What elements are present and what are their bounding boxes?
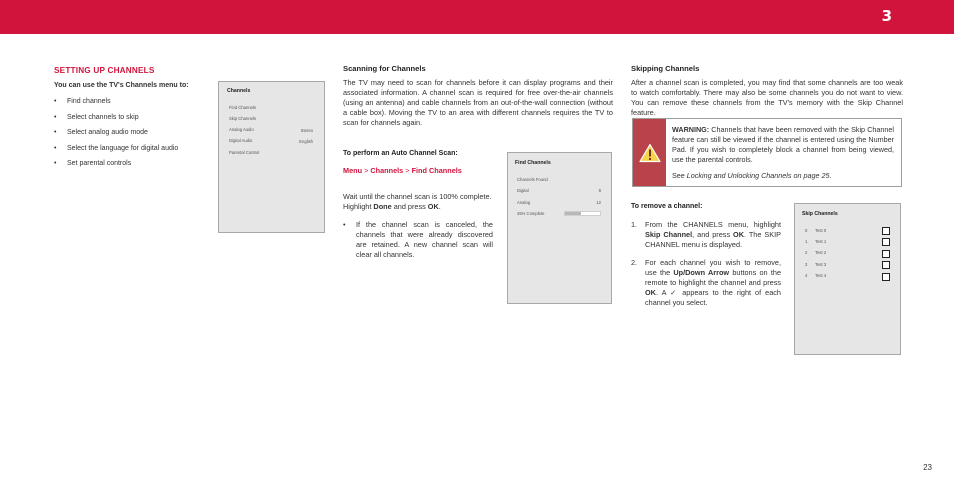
- menu-path-channels: Channels: [370, 166, 404, 175]
- menu-path-separator: >: [405, 166, 410, 175]
- scan-progress-label: 45% Complete: [517, 211, 545, 216]
- menu-item-skip-channels: Skip Channels: [229, 116, 257, 121]
- column-skipping-channels: [631, 64, 903, 118]
- auto-scan-heading: To perform an Auto Channel Scan:: [343, 150, 458, 157]
- skipping-heading: Skipping Channels: [631, 64, 700, 73]
- menu-path-menu: Menu: [343, 166, 363, 175]
- skipping-paragraph: After a channel scan is completed, you may find that some channels are too weak to watch comfortably. There may also be some channels you do not want to view. You can remove these channels from the TV's memory with the Skip Channel feature.: [631, 78, 903, 117]
- remove-channel-steps: [631, 220, 781, 308]
- scan-progress-bar: [564, 211, 601, 216]
- remove-channel-heading: To remove a channel:: [631, 203, 703, 210]
- menu-item-digital-audio: Digital Audio: [229, 138, 253, 143]
- step-item: 1. From the CHANNELS menu, highlight Skip Channel, and press OK. The SKIP CHANNEL menu is displayed.: [631, 220, 781, 249]
- column-setting-up-channels: [54, 64, 209, 175]
- list-item: • Select analog audio mode: [54, 128, 209, 138]
- skip-channel-name: Test 3: [815, 262, 827, 267]
- channels-found-label: Channels Found: [517, 177, 548, 182]
- warning-side-panel: [633, 119, 666, 186]
- skip-channel-name: Test 2: [815, 250, 827, 255]
- skip-channel-name: Test 4: [815, 273, 827, 278]
- skip-channel-name: Test 0: [815, 228, 827, 233]
- channels-menu-intro: You can use the TV's Channels menu to:: [54, 82, 189, 89]
- scan-progress-fill: [565, 212, 581, 215]
- list-item: • Select channels to skip: [54, 113, 209, 123]
- skip-checkbox: [882, 261, 890, 269]
- scanning-paragraph: The TV may need to scan for channels before it can display programs and their associated information. A channel scan is required for free over-the-air channels (using an antenna) and cable channels from an out-of-the-wall connection (without a cable box). Moving the TV to an area with different channels requires the TV to scan for channels again.: [343, 78, 613, 127]
- skip-checkbox: [882, 250, 890, 258]
- page-number: 23: [923, 463, 932, 472]
- digital-channels-label: Digital: [517, 188, 529, 193]
- skip-channel-number: 1: [805, 239, 808, 244]
- analog-channels-label: Analog: [517, 200, 531, 205]
- menu-title: Channels: [227, 88, 251, 94]
- menu-value-analog-audio: Stereo: [300, 128, 313, 133]
- warning-text: WARNING: Channels that have been removed with the Skip Channel feature can still be viewed if the channel is entered using the Number Pad. If you wish to completely block a channel from being viewed, use the parental controls.: [672, 125, 894, 164]
- menu-title: Skip Channels: [802, 211, 838, 217]
- skip-checkbox: [882, 238, 890, 246]
- menu-item-analog-audio: Analog Audio: [229, 127, 254, 132]
- list-item: • Find channels: [54, 97, 209, 107]
- step-item: 2. For each channel you wish to remove, use the Up/Down Arrow buttons on the remote to highlight the channel and press OK. A ✓ appears to the right of each channel you select.: [631, 258, 782, 307]
- scanning-heading: Scanning for Channels: [343, 64, 426, 73]
- skip-channel-number: 0: [805, 228, 808, 233]
- menu-item-parental-control: Parental Control: [229, 150, 260, 155]
- list-item: • Select the language for digital audio: [54, 144, 209, 154]
- list-item: • Set parental controls: [54, 159, 209, 169]
- menu-title: Find Channels: [515, 160, 551, 166]
- warning-triangle-icon: [639, 143, 661, 163]
- chapter-number: 3: [881, 7, 892, 25]
- digital-channels-count: 8: [598, 188, 601, 193]
- remove-channel-procedure: [631, 202, 781, 316]
- scan-cancel-note: • If the channel scan is canceled, the channels that were already discovered are retained. A new channel scan will clear all channels.: [343, 220, 493, 260]
- skip-channel-number: 2: [805, 250, 808, 255]
- warning-callout: [632, 118, 902, 187]
- skip-channel-number: 4: [805, 273, 808, 278]
- chapter-header-bar: [0, 0, 954, 34]
- menu-value-digital-audio: English: [299, 139, 313, 144]
- see-also-reference: See Locking and Unlocking Channels on page 25.: [672, 171, 832, 180]
- menu-path-separator: >: [364, 166, 369, 175]
- skip-checkbox: [882, 227, 890, 235]
- skip-channels-screen: [794, 203, 901, 355]
- skip-channel-number: 3: [805, 262, 808, 267]
- menu-item-find-channels: Find Channels: [229, 105, 257, 110]
- channels-menu-feature-list: [54, 97, 209, 169]
- find-channels-screen: [507, 152, 612, 304]
- wait-instruction: Wait until the channel scan is 100% complete. Highlight Done and press OK.: [343, 192, 492, 211]
- skip-checkbox: [882, 273, 890, 281]
- checkmark-icon: ✓: [670, 288, 679, 297]
- analog-channels-count: 12: [596, 200, 601, 205]
- skip-channel-name: Test 1: [815, 239, 827, 244]
- section-title: SETTING UP CHANNELS: [54, 66, 155, 75]
- menu-path-find-channels: Find Channels: [411, 166, 462, 175]
- channels-menu-screen: [218, 81, 325, 233]
